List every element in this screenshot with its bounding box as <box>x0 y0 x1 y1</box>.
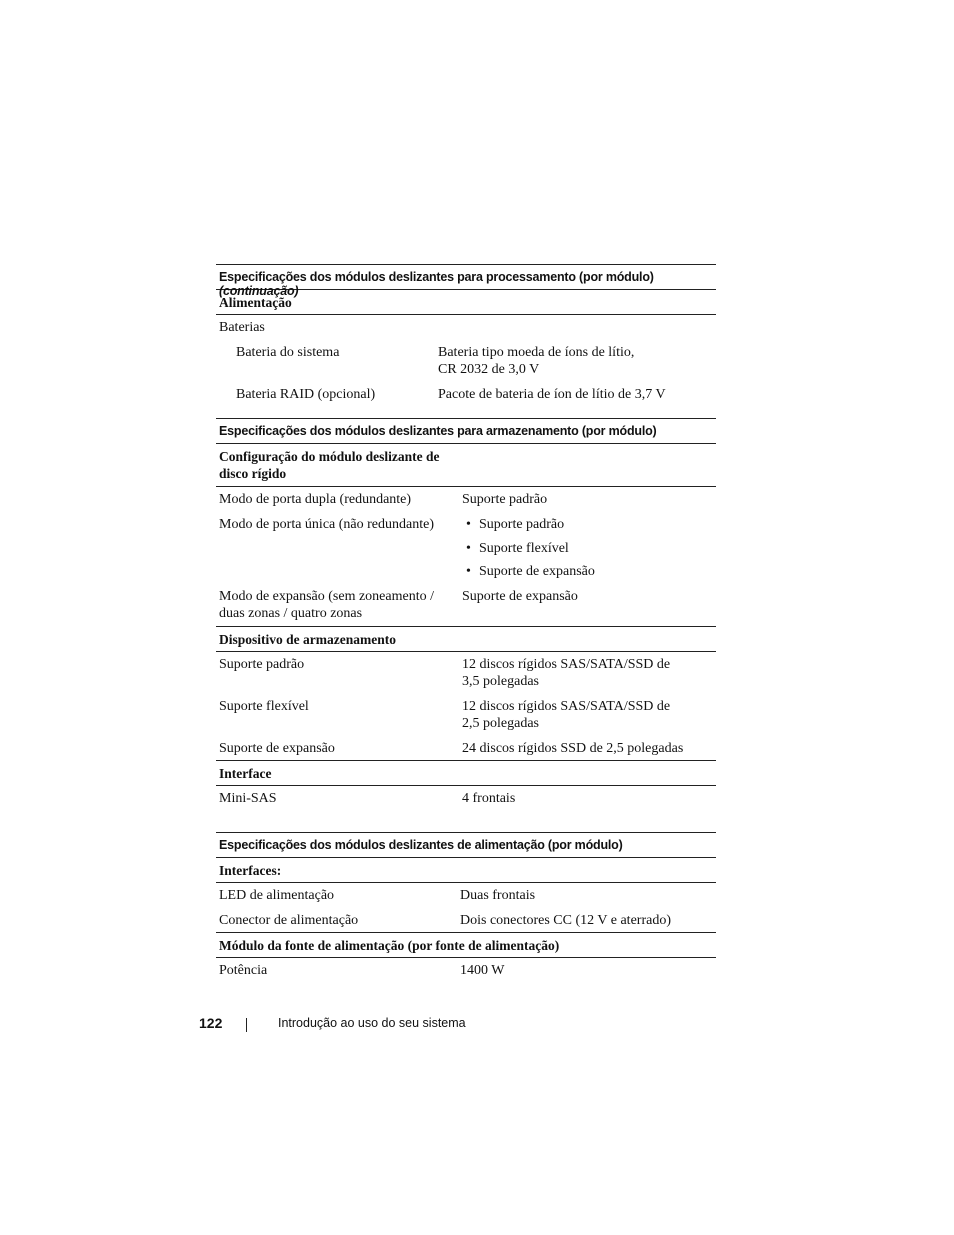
row-label: Potência <box>219 963 268 978</box>
row-value: Duas frontais <box>460 888 536 903</box>
row-value: Suporte padrão <box>462 492 548 507</box>
row-label <box>219 588 434 622</box>
row-label: Conector de alimentação <box>219 913 359 928</box>
page-number: 122 <box>199 1015 223 1031</box>
group-heading: Alimentação <box>219 295 292 310</box>
row-value: Dois conectores CC (12 V e aterrado) <box>460 913 671 928</box>
table-row <box>216 652 716 694</box>
row-value: 1400 W <box>460 963 505 978</box>
processing-specs-table <box>216 264 716 410</box>
row-label: LED de alimentação <box>219 888 335 903</box>
value-line: 3,5 polegadas <box>462 674 539 689</box>
bullet-list <box>462 516 595 587</box>
list-item <box>216 315 716 340</box>
value-line: 2,5 polegadas <box>462 716 539 731</box>
list-item: • Suporte flexível <box>462 540 595 564</box>
table-row <box>216 512 716 584</box>
row-value: 4 frontais <box>462 791 516 806</box>
heading-line: Configuração do módulo deslizante de <box>219 449 440 464</box>
storage-specs-table <box>216 418 716 811</box>
heading-line: disco rígido <box>219 466 287 481</box>
group-heading: Dispositivo de armazenamento <box>219 632 396 647</box>
row-label: Bateria RAID (opcional) <box>236 387 376 402</box>
row-value <box>462 656 670 690</box>
group-heading: Interface <box>219 766 272 781</box>
table-row <box>216 786 716 811</box>
table-row <box>216 736 716 760</box>
table-row <box>216 340 716 382</box>
row-value: 24 discos rígidos SSD de 2,5 polegadas <box>462 741 684 756</box>
footer-title: Introdução ao uso do seu sistema <box>278 1016 466 1030</box>
list-item: • Suporte padrão <box>462 516 595 540</box>
row-label: Modo de porta única (não redundante) <box>219 517 434 532</box>
title-text: Especificações dos módulos deslizantes para processamento (por módulo) <box>219 270 654 284</box>
table-title: Especificações dos módulos deslizantes para armazenamento (por módulo) <box>219 424 657 438</box>
row-value: Pacote de bateria de íon de lítio de 3,7 V <box>438 387 666 402</box>
continued-label: (continuação) <box>219 284 299 298</box>
power-specs-table <box>216 832 716 983</box>
row-label: Suporte flexível <box>219 699 309 714</box>
table-row <box>216 908 716 932</box>
table-row <box>216 694 716 736</box>
row-label: Suporte padrão <box>219 657 305 672</box>
group-heading: Interfaces: <box>219 863 282 878</box>
table-row <box>216 487 716 512</box>
row-label: Suporte de expansão <box>219 741 335 756</box>
row-label: Bateria do sistema <box>236 345 340 360</box>
batteries-label: Baterias <box>219 320 265 335</box>
value-line: 12 discos rígidos SAS/SATA/SSD de <box>462 699 671 714</box>
row-label: Modo de porta dupla (redundante) <box>219 492 412 507</box>
value-line: 12 discos rígidos SAS/SATA/SSD de <box>462 657 671 672</box>
row-value: Suporte de expansão <box>462 589 578 604</box>
group-heading: Módulo da fonte de alimentação (por fonte de alimentação) <box>219 938 560 953</box>
row-label: Mini-SAS <box>219 791 277 806</box>
table-row <box>216 584 716 626</box>
group-heading <box>216 444 716 486</box>
label-line: duas zonas / quatro zonas <box>219 606 363 621</box>
list-item: • Suporte de expansão <box>462 563 595 587</box>
value-line: Bateria tipo moeda de íons de lítio, <box>438 345 635 360</box>
table-row <box>216 382 716 410</box>
label-line: Modo de expansão (sem zoneamento / <box>219 589 434 604</box>
row-value <box>462 698 670 732</box>
table-row <box>216 958 716 983</box>
footer-separator <box>246 1018 247 1032</box>
value-line: CR 2032 de 3,0 V <box>438 362 540 377</box>
table-row <box>216 883 716 908</box>
table-title <box>216 265 716 298</box>
table-title: Especificações dos módulos deslizantes de alimentação (por módulo) <box>219 838 623 852</box>
row-value <box>438 344 634 378</box>
